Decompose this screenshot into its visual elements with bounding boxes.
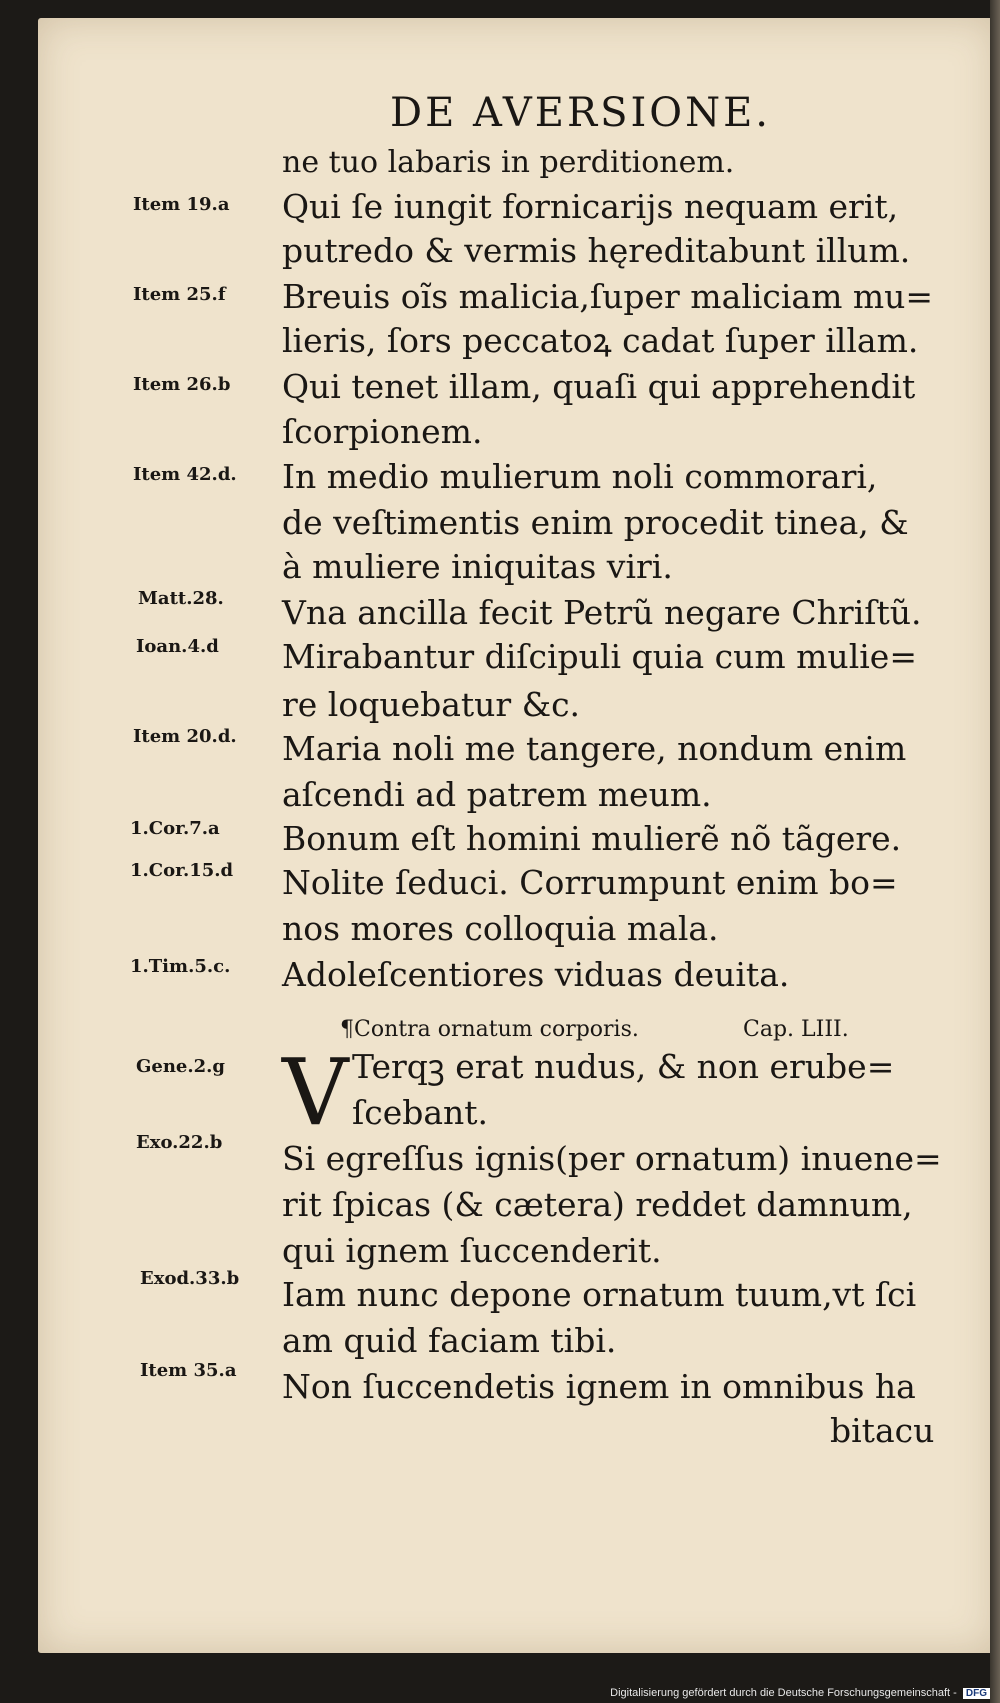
credit-text: Digitalisierung gefördert durch die Deutsche Forschungsgemeinschaft - <box>610 1687 957 1699</box>
page-edge <box>990 0 1000 1703</box>
text-line: ſcebant. <box>352 1093 489 1132</box>
margin-reference: 1.Tim.5.c. <box>130 956 231 977</box>
text-line: re loquebatur &c. <box>282 685 581 724</box>
text-line: Maria noli me tangere, nondum enim <box>282 729 907 768</box>
chapter-heading: ¶Contra ornatum corporis. <box>340 1017 639 1042</box>
text-line: à muliere iniquitas viri. <box>282 547 673 586</box>
margin-reference: Item 20.d. <box>133 726 237 747</box>
chapter-number: Cap. LIII. <box>743 1017 849 1042</box>
catchword: bitacu <box>830 1411 935 1450</box>
text-line: Qui tenet illam, quaſi qui apprehendit <box>282 367 916 406</box>
text-line: aſcendi ad patrem meum. <box>282 775 712 814</box>
text-line: lieris, ſors peccatoꝝ cadat ſuper illam. <box>282 321 919 360</box>
text-line: Terqꝫ erat nudus, & non erube= <box>352 1047 895 1086</box>
digitization-credit <box>610 1687 990 1699</box>
text-line: In medio mulierum noli commorari, <box>282 457 878 496</box>
text-line: Non ſuccendetis ignem in omnibus ha <box>282 1367 916 1406</box>
text-line: Bonum eſt homini mulierẽ nõ tãgere. <box>282 819 902 858</box>
margin-reference: 1.Cor.7.a <box>130 818 220 839</box>
text-line: putredo & vermis hęreditabunt illum. <box>282 231 911 270</box>
text-line: de veſtimentis enim procedit tinea, & <box>282 503 909 542</box>
text-line: Breuis oĩs malicia,ſuper maliciam mu= <box>282 277 934 316</box>
margin-reference: Ioan.4.d <box>136 636 219 657</box>
text-line: ne tuo labaris in perditionem. <box>282 145 735 180</box>
running-head: DE AVERSIONE. <box>390 90 771 136</box>
margin-reference: Item 25.f <box>133 284 226 305</box>
text-line: Qui ſe iungit fornicarijs nequam erit, <box>282 187 899 226</box>
margin-reference: Item 19.a <box>133 194 230 215</box>
text-line: Vna ancilla fecit Petrũ negare Chriſtũ. <box>282 593 922 632</box>
text-line: Mirabantur diſcipuli quia cum mulie= <box>282 637 917 676</box>
margin-reference: 1.Cor.15.d <box>130 860 234 881</box>
text-line: ſcorpionem. <box>282 412 483 451</box>
text-line: qui ignem ſuccenderit. <box>282 1231 662 1270</box>
margin-reference: Gene.2.g <box>136 1056 226 1077</box>
margin-reference: Exo.22.b <box>136 1132 223 1153</box>
margin-reference: Matt.28. <box>138 588 224 609</box>
text-line: Iam nunc depone ornatum tuum,vt ſci <box>282 1275 917 1314</box>
text-line: Nolite ſeduci. Corrumpunt enim bo= <box>282 863 898 902</box>
margin-reference: Item 42.d. <box>133 464 237 485</box>
text-line: rit ſpicas (& cætera) reddet damnum, <box>282 1185 913 1224</box>
margin-reference: Exod.33.b <box>140 1268 240 1289</box>
drop-initial: V <box>282 1039 349 1146</box>
text-line: Adoleſcentiores viduas deuita. <box>282 955 790 994</box>
text-line: nos mores colloquia mala. <box>282 909 719 948</box>
text-line: am quid faciam tibi. <box>282 1321 617 1360</box>
text-line: Si egreſſus ignis(per ornatum) inuene= <box>282 1139 942 1178</box>
margin-reference: Item 26.b <box>133 374 231 395</box>
dfg-logo: DFG <box>963 1688 990 1699</box>
margin-reference: Item 35.a <box>140 1360 237 1381</box>
